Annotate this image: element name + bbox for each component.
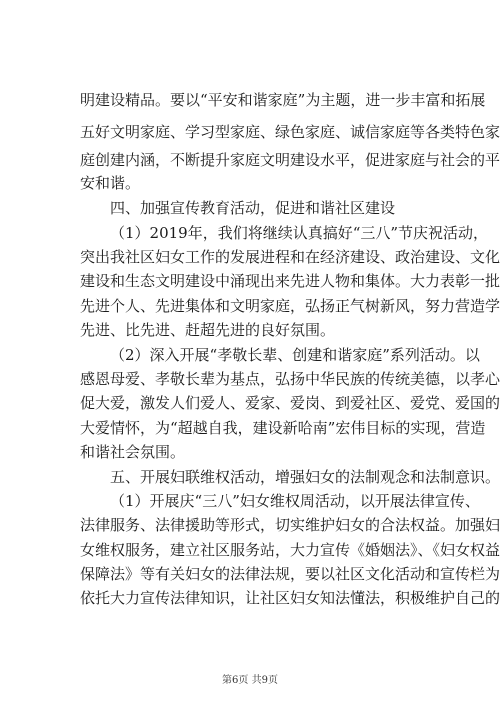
paragraph-line: 先进、比先进、赶超先进的良好氛围。 [80,321,336,339]
paragraph-line: （2）深入开展“孝敬长辈、创建和谐家庭”系列活动。以 [110,346,480,364]
paragraph-line: 明建设精品。要以“平安和谐家庭”为主题，进一步丰富和拓展 [80,91,486,109]
paragraph-line: 促大爱，激发人们爱人、爱家、爱岗、到爱社区、爱党、爱国的 [80,394,500,412]
paragraph-line: 安和谐。 [80,174,141,192]
page-number-footer: 第6页 共9页 [222,675,278,686]
paragraph-line: 建设和生态文明建设中涌现出来先进人物和集体。大力表彰一批 [80,272,500,290]
paragraph-line: 法律服务、法律援助等形式，切实维护妇女的合法权益。加强妇 [80,516,500,534]
paragraph-line: 庭创建内涵，不断提升家庭文明建设水平，促进家庭与社会的平 [80,151,500,169]
section-heading: 四、加强宣传教育活动，促进和谐社区建设 [110,199,396,217]
paragraph-line: 大爱情怀，为“超越自我，建设新哈南”宏伟目标的实现，营造 [80,419,486,437]
section-heading: 五、开展妇联维权活动，增强妇女的法制观念和法制意识。 [110,468,500,486]
paragraph-line: （1）开展庆“三八”妇女维权周活动，以开展法律宣传、 [110,492,480,510]
paragraph-line: （1）2019年，我们将继续认真搞好“三八”节庆祝活动， [110,224,489,242]
paragraph-line: 先进个人、先进集体和文明家庭，弘扬正气树新风，努力营造学 [80,297,500,315]
paragraph-line: 依托大力宣传法律知识，让社区妇女知法懂法，积极维护自己的 [80,589,500,607]
paragraph-line: 女维权服务，建立社区服务站，大力宣传《婚姻法》、《妇女权益 [80,541,500,559]
paragraph-line: 突出我社区妇女工作的发展进程和在经济建设、政治建设、文化 [80,248,500,266]
paragraph-line: 五好文明家庭、学习型家庭、绿色家庭、诚信家庭等各类特色家 [80,123,500,141]
paragraph-line: 感恩母爱、孝敬长辈为基点，弘扬中华民族的传统美德，以孝心 [80,370,500,388]
paragraph-line: 保障法》等有关妇女的法律法规，要以社区文化活动和宣传栏为 [80,565,500,583]
paragraph-line: 和谐社会氛围。 [80,443,186,461]
